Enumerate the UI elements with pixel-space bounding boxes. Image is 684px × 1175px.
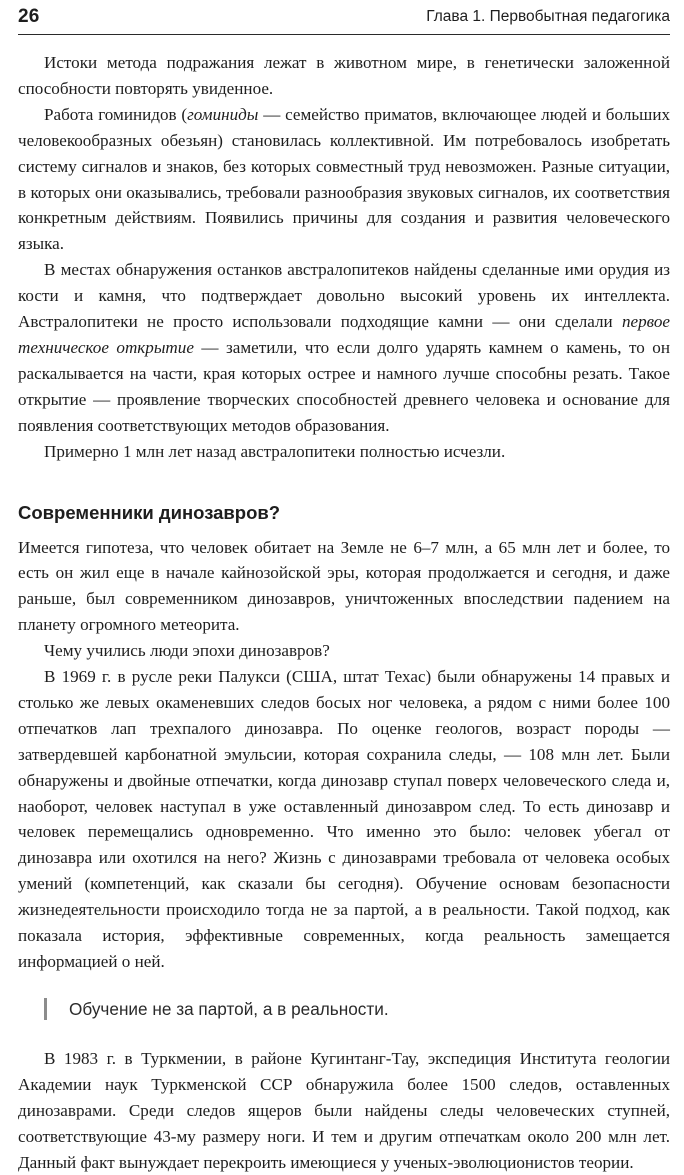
paragraph <box>18 257 670 438</box>
pull-quote-text: Обучение не за партой, а в реальности. <box>69 998 389 1019</box>
text-run: — семейство приматов, включающее людей и больших человекообразных обезьян) становилась коллективной. Им потребовалось изобретать систему сигналов и знаков, без которых совместный труд невозможен. Разные ситуации, в которых они оказывались, требовали разнообразия звуковых сигналов, их соответствия конкретным действиям. Появились причины для создания и развития человеческого языка. <box>18 104 671 254</box>
section-2 <box>18 535 670 975</box>
pull-quote <box>44 996 670 1022</box>
paragraph <box>18 102 670 257</box>
text-run: Работа гоминидов ( <box>44 104 188 124</box>
section-heading: Современники динозавров? <box>18 501 281 523</box>
paragraph: Имеется гипотеза, что человек обитает на Земле не 6–7 млн, а 65 млн лет и более, то есть он жил еще в начале кайнозойской эры, которая продолжается и сегодня, и даже раньше, был современником динозавров, уничтоженных впоследствии падением на планету огромного метеорита. <box>18 537 670 635</box>
paragraph: Примерно 1 млн лет назад австралопитеки полностью исчезли. <box>44 441 506 461</box>
running-head: Глава 1. Первобытная педагогика <box>426 8 670 25</box>
pull-quote-bar <box>44 998 47 1020</box>
section-2-continued <box>18 1046 670 1175</box>
italic-term: первое техническое открытие <box>18 312 670 357</box>
paragraph: В 1983 г. в Туркмении, в районе Кугинтанг-Тау, экспедиция Института геологии Академии наук Туркменской ССР обнаружила более 1500 следов, оставленных динозаврами. Среди следов ящеров были найдены следы человеческих ступней, соответствующие 43-му размеру ноги. И тем и другим отпечаткам около 200 млн лет. Данный факт вынуждает перекроить имеющиеся у ученых-эволюционистов теории. <box>18 1048 670 1172</box>
page-header <box>18 0 670 35</box>
text-run: — заметили, что если долго ударять камнем о камень, то он раскалывается на части, края которых острее и намного лучше способны резать. Такое открытие — проявление творческих способностей древнего человека и основание для появления соответствующих методов образования. <box>18 337 670 435</box>
section-1 <box>18 50 670 465</box>
page-number: 26 <box>18 6 40 27</box>
paragraph: Истоки метода подражания лежат в животном мире, в генетически заложенной способности повторять увиденное. <box>18 53 670 98</box>
text-run: В местах обнаружения останков австралопитеков найдены сделанные ими орудия из кости и камня, что подтверждает довольно высокий уровень их интеллекта. Австралопитеки не просто использовали подходящие камни — они сделали <box>18 260 670 332</box>
paragraph: В 1969 г. в русле реки Палукси (США, штат Техас) были обнаружены 14 правых и столько же левых окаменевших следов босых ног человека, а рядом с ними более 100 отпечатков лап трехпалого динозавра. По оценке геологов, возраст породы — затвердевшей карбонатной эмульсии, которая сохранила следы, — 108 млн лет. Были обнаружены и двойные отпечатки, когда динозавр ступал поверх человеческого следа и, наоборот, человек наступал в уже оставленный динозавром след. То есть динозавр и человек перемещались одновременно. Что именно это было: человек убегал от динозавра или охотился на него? Жизнь с динозаврами требовала от человека особых умений (компетенций, как сказали бы сегодня). Обучение основам безопасности жизнедеятельности происходило тогда не за партой, а в реальности. Такой подход, как показала история, эффективные современных, когда реальность замещается информацией о ней. <box>18 667 670 971</box>
italic-term: гоминиды <box>187 104 259 124</box>
paragraph: Чему учились люди эпохи динозавров? <box>44 641 330 661</box>
